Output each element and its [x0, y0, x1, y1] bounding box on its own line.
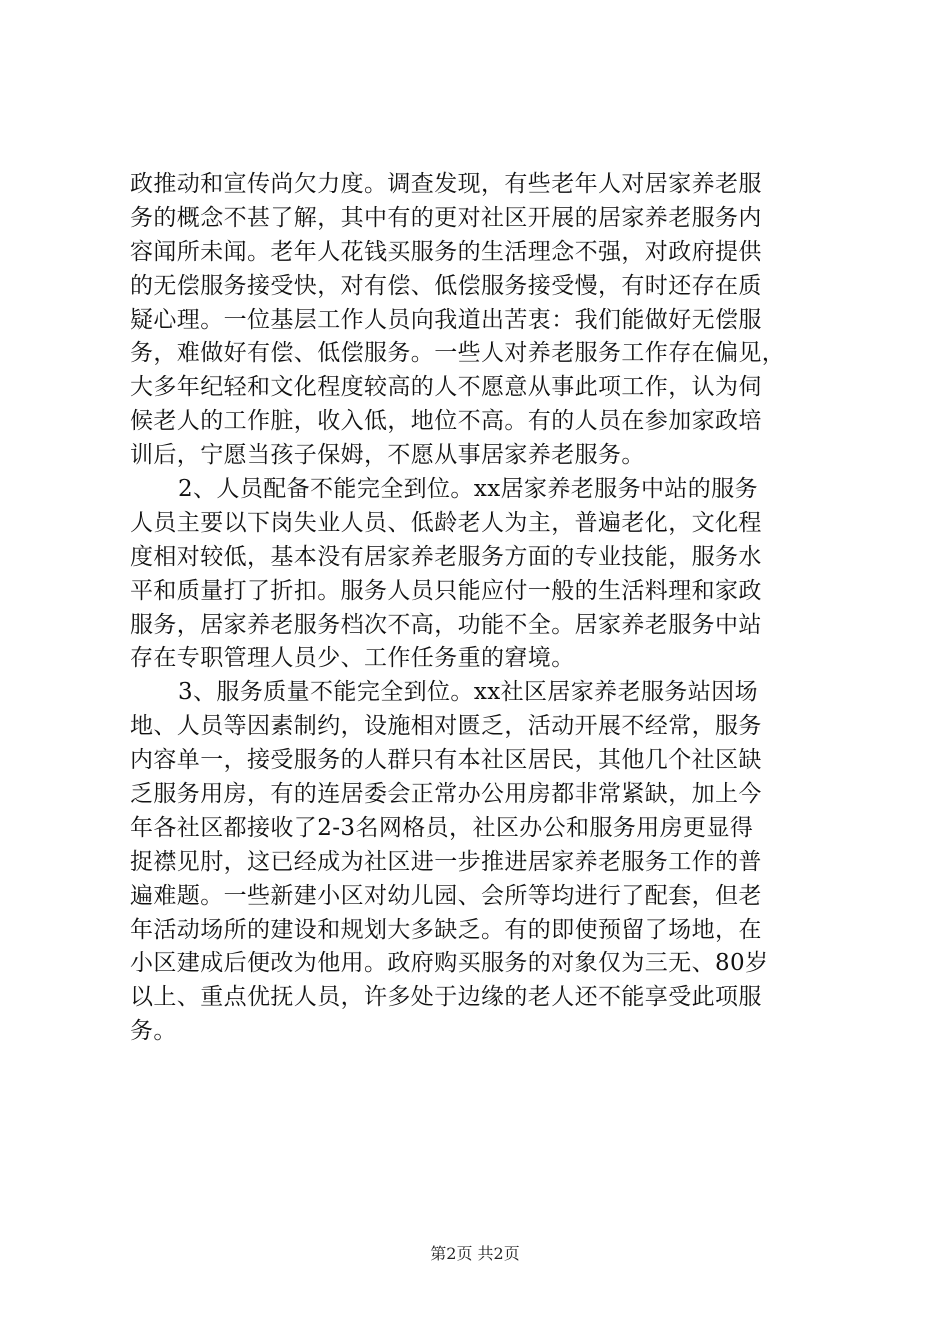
paragraph-heading-line: 3、服务质量不能完全到位。xx社区居家养老服务站因场 — [178, 679, 758, 706]
text-line: 务，难做好有偿、低偿服务。一些人对养老服务工作存在偏见， — [130, 340, 786, 367]
document-body — [130, 168, 830, 1049]
text-line: 内容单一，接受服务的人群只有本社区居民，其他几个社区缺 — [130, 747, 762, 774]
text-line: 遍难题。一些新建小区对幼儿园、会所等均进行了配套，但老 — [130, 882, 762, 909]
text-line: 容闻所未闻。老年人花钱买服务的生活理念不强，对政府提供 — [130, 238, 762, 265]
text-line: 人员主要以下岗失业人员、低龄老人为主，普遍老化，文化程 — [130, 509, 762, 536]
text-line: 捉襟见肘，这已经成为社区进一步推进居家养老服务工作的普 — [130, 848, 762, 875]
text-line: 平和质量打了折扣。服务人员只能应付一般的生活料理和家政 — [130, 577, 762, 604]
text-line: 训后，宁愿当孩子保姆，不愿从事居家养老服务。 — [130, 442, 645, 469]
text-line: 小区建成后便改为他用。政府购买服务的对象仅为三无、80岁 — [130, 950, 769, 977]
text-line: 存在专职管理人员少、工作任务重的窘境。 — [130, 645, 575, 672]
text-line: 大多年纪轻和文化程度较高的人不愿意从事此项工作，认为伺 — [130, 374, 762, 401]
text-line: 以上、重点优抚人员，许多处于边缘的老人还不能享受此项服 — [130, 984, 762, 1011]
text-line: 的无偿服务接受快，对有偿、低偿服务接受慢，有时还存在质 — [130, 272, 762, 299]
text-line: 务。 — [130, 1018, 177, 1045]
text-line: 务的概念不甚了解，其中有的更对社区开展的居家养老服务内 — [130, 204, 762, 231]
text-line: 政推动和宣传尚欠力度。调查发现，有些老年人对居家养老服 — [130, 171, 762, 197]
text-line: 地、人员等因素制约，设施相对匮乏，活动开展不经常，服务 — [130, 713, 762, 740]
text-line: 服务，居家养老服务档次不高，功能不全。居家养老服务中站 — [130, 611, 762, 638]
page-number-footer: 第2页 共2页 — [430, 1244, 520, 1263]
text-line: 年活动场所的建设和规划大多缺乏。有的即使预留了场地，在 — [130, 916, 762, 943]
text-line: 度相对较低，基本没有居家养老服务方面的专业技能，服务水 — [130, 543, 762, 570]
text-line: 疑心理。一位基层工作人员向我道出苦衷：我们能做好无偿服 — [130, 306, 762, 333]
paragraph-heading-line: 2、人员配备不能完全到位。xx居家养老服务中站的服务 — [178, 476, 758, 503]
text-line: 年各社区都接收了2-3名网格员，社区办公和服务用房更显得 — [130, 814, 754, 841]
text-line: 候老人的工作脏，收入低，地位不高。有的人员在参加家政培 — [130, 408, 762, 435]
text-line: 乏服务用房，有的连居委会正常办公用房都非常紧缺，加上今 — [130, 781, 762, 808]
